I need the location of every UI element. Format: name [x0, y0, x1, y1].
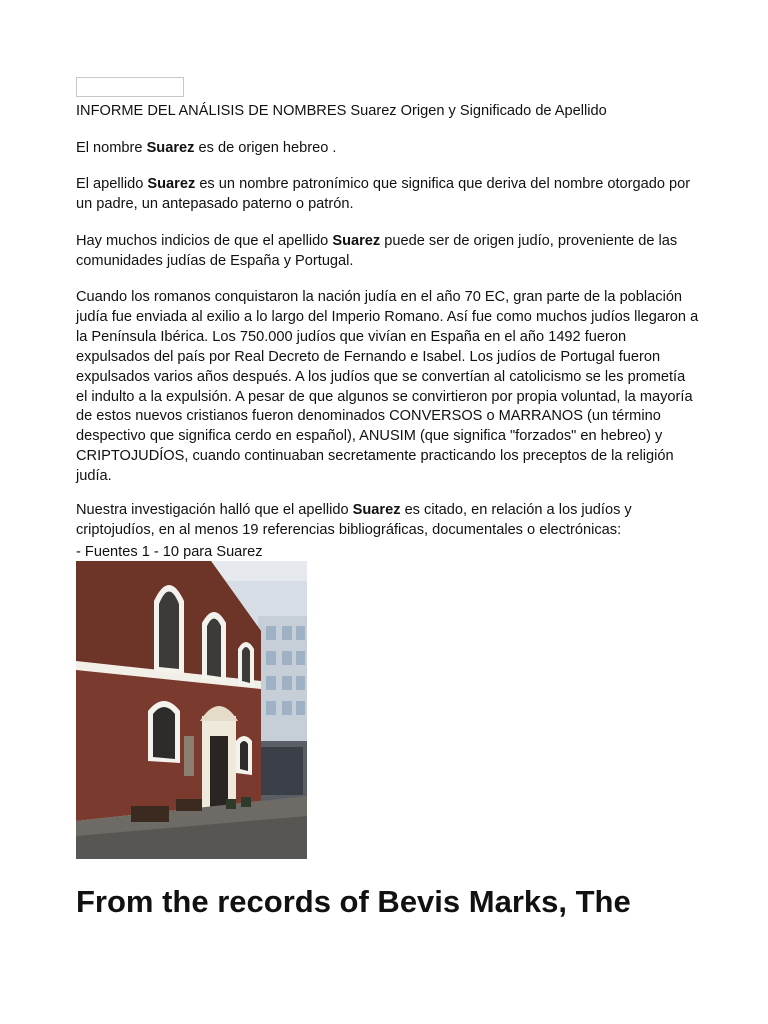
investigation-text-pre: Nuestra investigación halló que el apellido	[76, 502, 353, 518]
origin-paragraph	[76, 139, 706, 159]
jewish-origin-paragraph	[76, 232, 706, 272]
origin-text-pre: El nombre	[76, 140, 147, 156]
indicios-text-post: puede ser de origen judío, proveniente de las comunidades judías de España y Portugal.	[76, 233, 678, 269]
origin-text-post: es de origen hebreo .	[194, 140, 337, 156]
patronymic-text-pre: El apellido	[76, 176, 148, 192]
history-paragraph: Cuando los romanos conquistaron la nación judía en el año 70 EC, gran parte de la población judía fue enviada al exilio a lo largo del Imperio Romano. Así fue como muchos judíos llegaron a la Península Ibérica. Los 750.000 judíos que vivían en España en el año 1492 fueron expulsados del país por Real Decreto de Fernando e Isabel. Los judíos de Portugal fueron expulsados varios años después. A los judíos que se convertían al catolicismo se les prometía el indulto a la expulsión. A pesar de que algunos se convirtieron por propia voluntad, la mayoría de estos nuevos cristianos fueron denominados CONVERSOS o MARRANOS (un término despectivo que significa cerdo en español), ANUSIM (que significa "forzados" en hebreo) y CRIPTOJUDÍOS, cuando continuaban secretamente practicando los preceptos de la religión judía.	[76, 289, 699, 485]
indicios-text-pre: Hay muchos indicios de que el apellido	[76, 233, 333, 249]
synagogue-photo	[76, 561, 307, 859]
surname-bold: Suarez	[146, 140, 195, 156]
surname-bold: Suarez	[147, 176, 196, 192]
patronymic-text-post: es un nombre patronímico que significa que deriva del nombre otorgado por un padre, un antepasado paterno o patrón.	[76, 176, 691, 212]
report-title-line: INFORME DEL ANÁLISIS DE NOMBRES Suarez Origen y Significado de Apellido	[76, 103, 607, 119]
investigation-text-post: es citado, en relación a los judíos y criptojudíos, en al menos 19 referencias bibliográficas, documentales o electrónicas:	[76, 502, 632, 538]
empty-header-box	[76, 77, 184, 97]
section-heading: From the records of Bevis Marks, The	[76, 884, 631, 919]
patronymic-paragraph	[76, 175, 706, 215]
sources-line: - Fuentes 1 - 10 para Suarez	[76, 544, 263, 560]
surname-bold: Suarez	[332, 233, 381, 249]
investigation-paragraph	[76, 501, 706, 541]
surname-bold: Suarez	[352, 502, 401, 518]
